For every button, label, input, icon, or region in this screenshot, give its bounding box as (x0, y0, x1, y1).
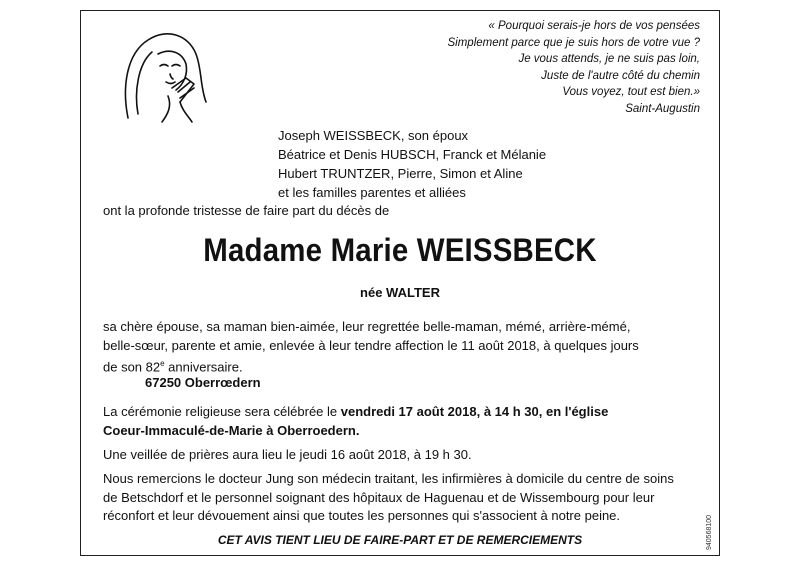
reference-number: 940568100 (706, 514, 713, 550)
family-line: Hubert TRUNTZER, Pierre, Simon et Aline (278, 166, 523, 181)
poem-quote (380, 18, 700, 118)
poem-line: « Pourquoi serais-je hors de vos pensées (488, 20, 700, 32)
description-line: belle-sœur, parente et amie, enlevée à leur tendre affection le 11 août 2018, à quelques jours (103, 337, 639, 353)
announcement-intro: ont la profonde tristesse de faire part du décès de (103, 203, 390, 218)
ceremony-line (103, 403, 703, 422)
poem-author: Saint-Augustin (625, 102, 700, 115)
description-line (103, 355, 703, 377)
maiden-name: née WALTER (360, 285, 440, 300)
ordinal-suffix: e (160, 359, 165, 368)
thanks-line: Nous remercions le docteur Jung son médecin traitant, les infirmières à domicile du centre de soins (103, 471, 674, 486)
family-line: Joseph WEISSBECK, son époux (278, 128, 469, 143)
closing-statement: CET AVIS TIENT LIEU DE FAIRE-PART ET DE REMERCIEMENTS (217, 533, 583, 547)
family-list (278, 126, 546, 202)
deceased-name: Madame Marie WEISSBECK (203, 232, 597, 268)
description-line: sa chère épouse, sa maman bien-aimée, leur regrettée belle-maman, mémé, arrière-mémé, (103, 319, 631, 334)
thanks-paragraph (103, 470, 703, 526)
city-line: 67250 Oberrœdern (145, 375, 261, 390)
vigil-paragraph: Une veillée de prières aura lieu le jeudi 16 août 2018, à 19 h 30. (103, 447, 472, 462)
poem-line: Simplement parce que je suis hors de votre vue ? (447, 36, 700, 49)
family-line: et les familles parentes et alliées (278, 185, 466, 200)
description-text: de son 82 (103, 359, 161, 375)
thanks-line: de Betschdorf et le personnel soignant des hôpitaux de Haguenau et de Wissembourg pour leur (103, 489, 655, 505)
poem-line: Je vous attends, je ne suis pas loin, (518, 53, 700, 66)
ceremony-church: Coeur-Immaculé-de-Marie à Oberroedern. (103, 422, 360, 438)
poem-line: Juste de l'autre côté du chemin (541, 69, 700, 82)
ceremony-line (103, 422, 703, 441)
ceremony-text: La cérémonie religieuse sera célébrée le (103, 404, 341, 419)
description-text: anniversaire. (164, 359, 243, 375)
praying-madonna-icon (108, 18, 218, 128)
ceremony-paragraph (103, 403, 703, 440)
ceremony-date: vendredi 17 août 2018, à 14 h 30, en l'église (340, 404, 609, 419)
poem-line: Vous voyez, tout est bien.» (562, 86, 700, 99)
thanks-line: réconfort et leur dévouement ainsi que toutes les personnes qui s'associent à notre peine. (103, 508, 621, 523)
family-line: Béatrice et Denis HUBSCH, Franck et Mélanie (278, 147, 547, 162)
description-paragraph (103, 318, 703, 377)
